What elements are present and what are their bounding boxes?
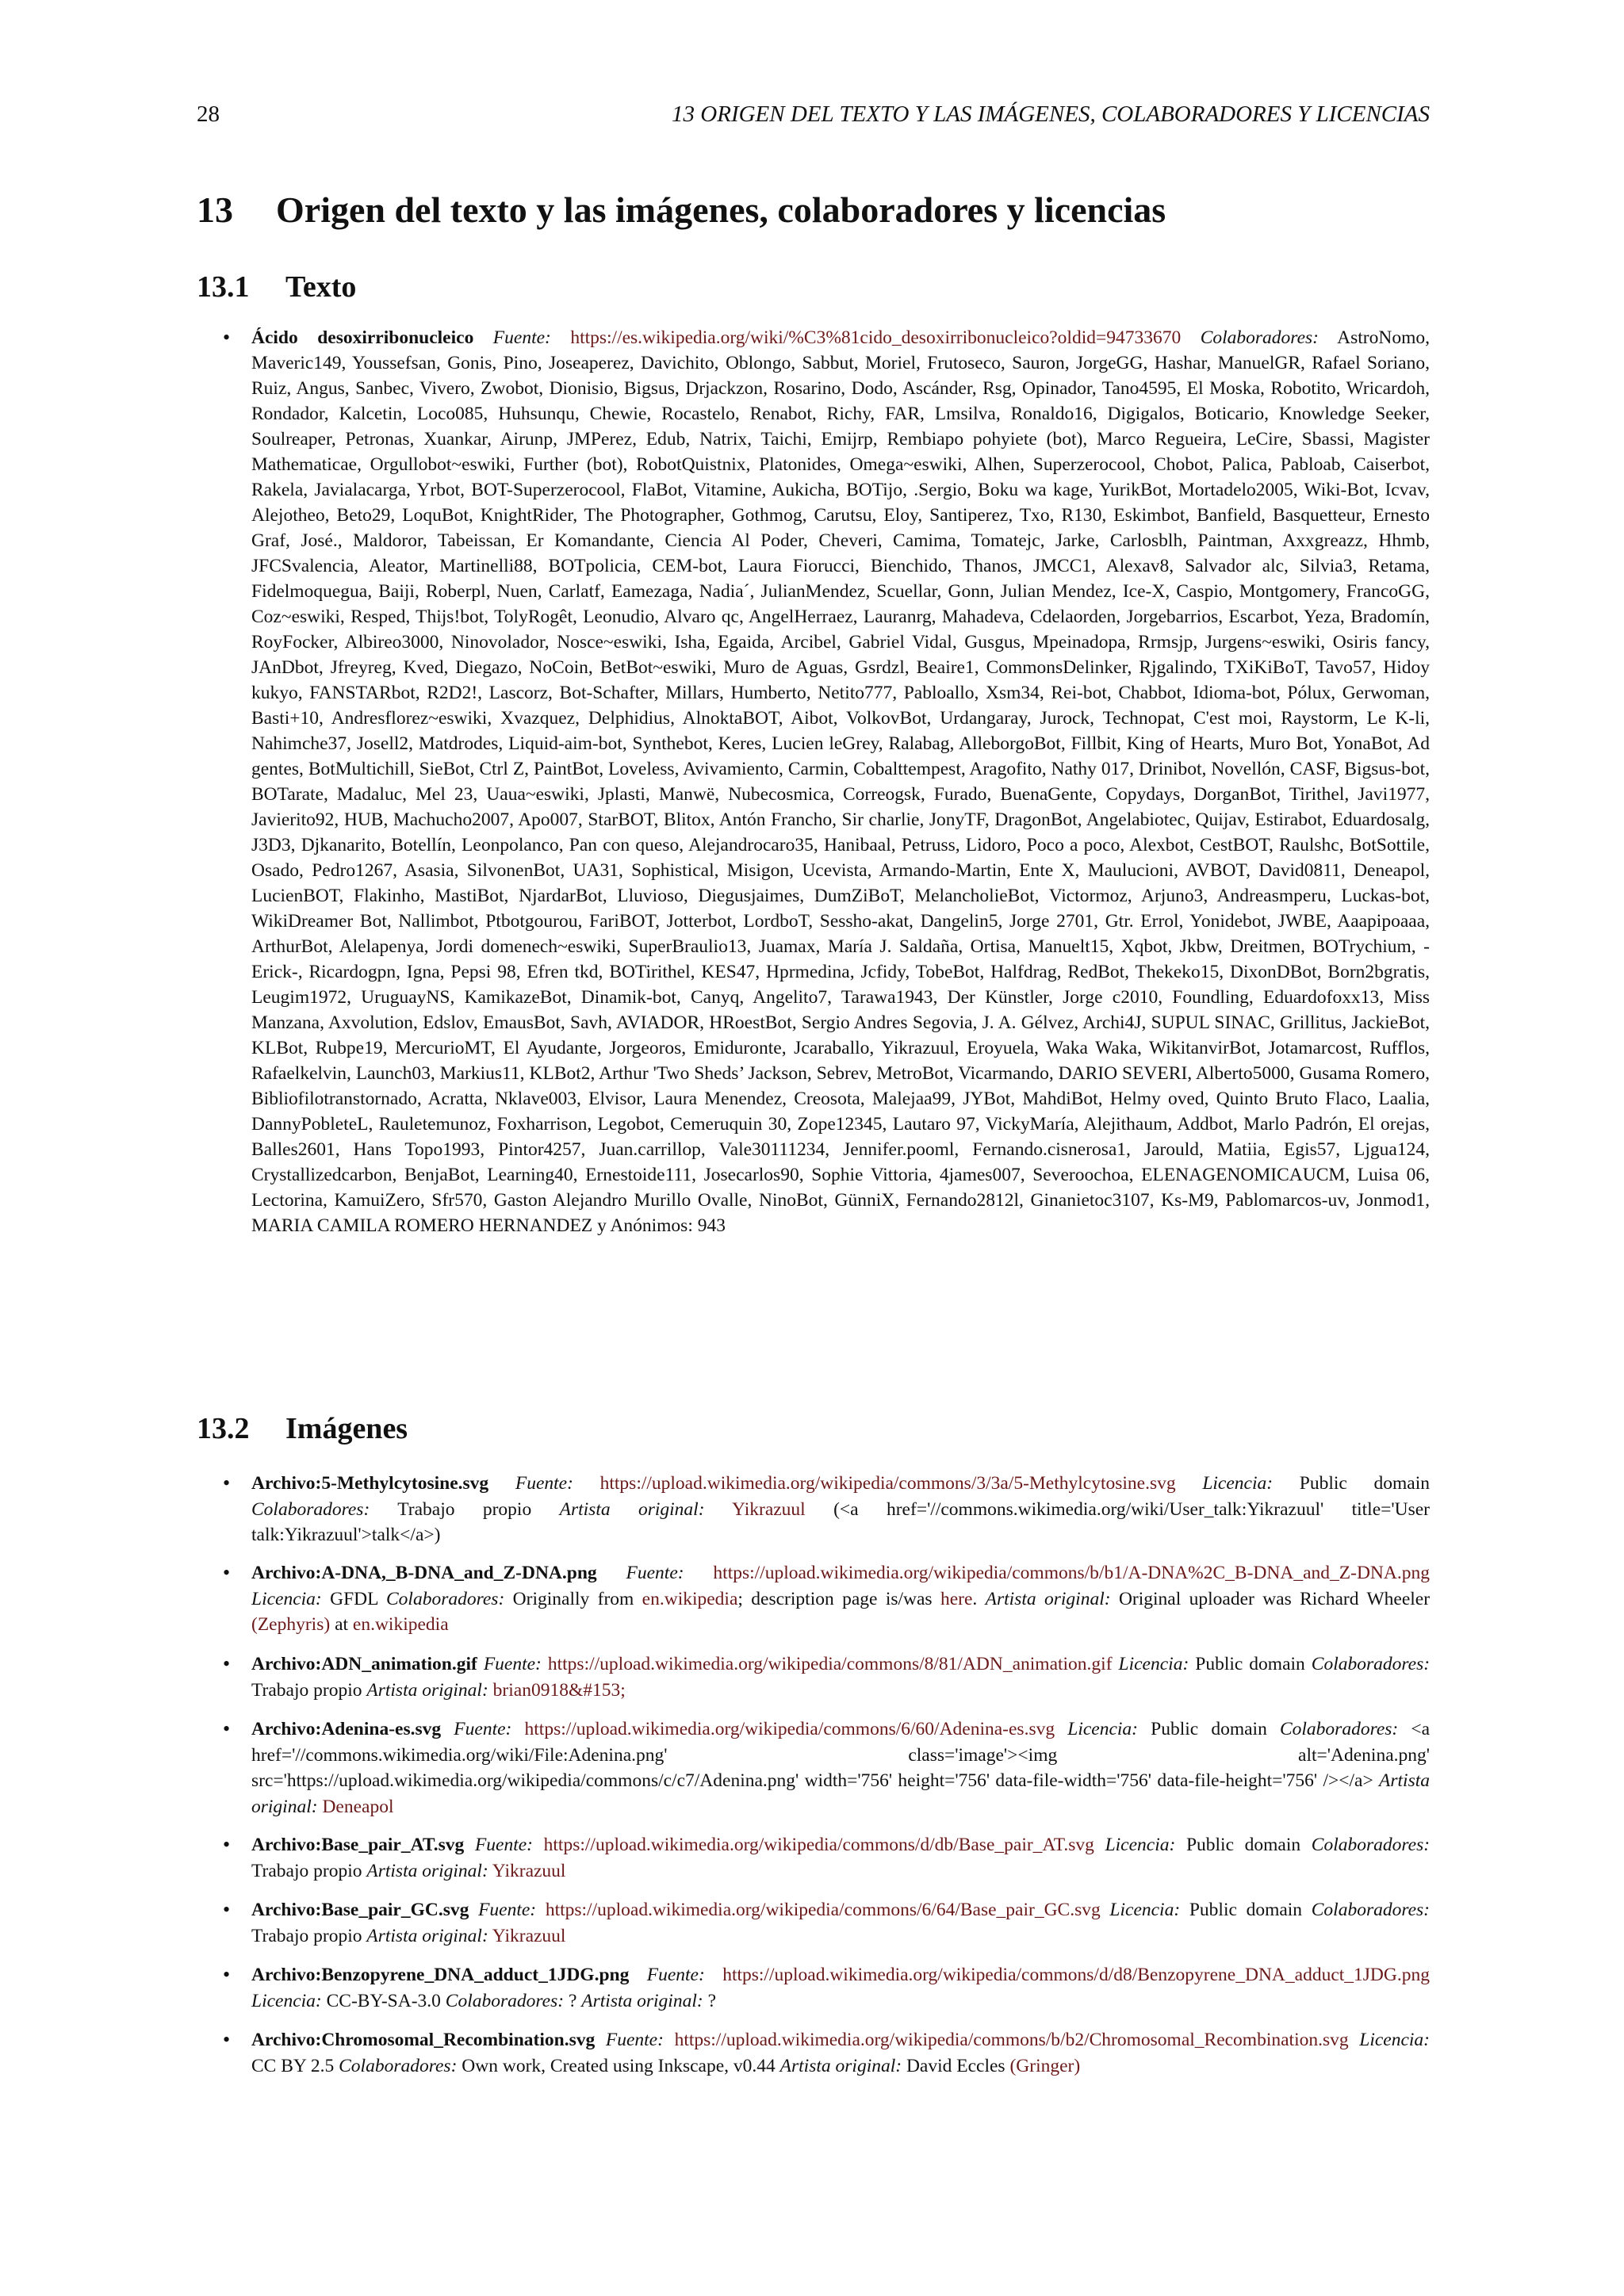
- contributors-text: Own work, Created using Inkscape, v0.44: [462, 2055, 776, 2076]
- artist-link-gringer[interactable]: (Gringer): [1009, 2055, 1081, 2076]
- contributors-mid: ; description page is/was: [737, 1588, 940, 1609]
- list-item-image: [251, 1471, 1430, 1548]
- contributors-label: Colaboradores:: [386, 1588, 505, 1609]
- subsection-number: 13.1: [197, 270, 250, 304]
- license-text: Public domain: [1195, 1654, 1305, 1674]
- file-name: Archivo:5-Methylcytosine.svg: [251, 1473, 489, 1494]
- artist-label: Artista original:: [366, 1860, 488, 1881]
- license-text: Public domain: [1185, 1835, 1301, 1855]
- contributors-text: Trabajo propio: [251, 1860, 362, 1881]
- source-label: Fuente:: [483, 1654, 542, 1674]
- contributors-text: ?: [568, 1990, 577, 2011]
- license-label: Licencia:: [1359, 2030, 1430, 2050]
- artist-label: Artista original:: [366, 1679, 488, 1701]
- artist-label: Artista original:: [366, 1925, 488, 1946]
- license-text: CC BY 2.5: [251, 2055, 335, 2076]
- source-label: Fuente:: [474, 1835, 534, 1855]
- contributors-label: Colaboradores:: [1279, 1719, 1399, 1739]
- list-item-text-source: [251, 325, 1430, 1238]
- contributors-label: Colaboradores:: [1311, 1835, 1431, 1855]
- license-label: Licencia:: [1202, 1473, 1274, 1494]
- license-label: Licencia:: [251, 1588, 322, 1609]
- artist-label: Artista original:: [779, 2055, 902, 2076]
- subsection-number: 13.2: [197, 1412, 250, 1445]
- article-name: Ácido desoxirribonucleico: [251, 327, 474, 348]
- file-name: Archivo:ADN_animation.gif: [251, 1654, 477, 1674]
- source-link[interactable]: https://upload.wikimedia.org/wikipedia/commons/6/64/Base_pair_GC.svg: [545, 1900, 1101, 1920]
- subsection-heading-texto: [197, 270, 356, 304]
- artist-label: Artista original:: [985, 1588, 1111, 1609]
- source-label: Fuente:: [646, 1965, 705, 1985]
- source-link[interactable]: https://upload.wikimedia.org/wikipedia/commons/b/b1/A-DNA%2C_B-DNA_and_Z-DNA.png: [713, 1563, 1430, 1583]
- running-title: 13 ORIGEN DEL TEXTO Y LAS IMÁGENES, COLABORADORES Y LICENCIAS: [672, 101, 1430, 127]
- source-link[interactable]: https://upload.wikimedia.org/wikipedia/commons/d/d8/Benzopyrene_DNA_adduct_1JDG.png: [722, 1965, 1430, 1985]
- license-text: Public domain: [1151, 1719, 1267, 1739]
- page-number: 28: [197, 101, 220, 127]
- artist-link-zephyris[interactable]: (Zephyris): [251, 1614, 331, 1635]
- contributors-label: Colaboradores:: [1311, 1654, 1431, 1674]
- license-label: Licencia:: [1118, 1654, 1189, 1674]
- license-label: Licencia:: [1105, 1835, 1176, 1855]
- contributors-text: AstroNomo, Maveric149, Youssefsan, Gonis, Pino, Joseaperez, Davichito, Oblongo, Sabbut, Moriel, Frutoseco, Sauron, JorgeGG, Hashar, ManuelGR, Rafael Soriano, Ruiz, Angus, Sanbec, Vivero, Zwobot, Dionisio, Bigsus, Drjackzon, Rosarino, Dodo, Ascánder, Rsg, Opinador, Tano4595, El Moska, Robotito, Wricardoh, Rondador, Kalcetin, Loco085, Huhsunqu, Chewie, Rocastelo, Renabot, Richy, FAR, Lmsilva, Ronaldo16, Digigalos, Boticario, Knowledge Seeker, Soulreaper, Petronas, Xuankar, Airunp, JMPerez, Edub, Natrix, Taichi, Emijrp, Rembiapo pohyiete (bot), Marco Regueira, LeCire, Sbassi, Magister Mathematicae, Orgullobot~eswiki, Further (bot), RobotQuistnix, Platonides, Omega~eswiki, Alhen, Superzerocool, Chobot, Palica, Pabloab, Caiserbot, Rakela, Javialacarga, Yrbot, BOT-Superzerocool, FlaBot, Vitamine, Aukicha, BOTijo, .Sergio, Boku wa kage, YurikBot, Mortadelo2005, Wiki-Bot, Icvav, Alejotheo, Beto29, LoquBot, KnightRider, The Photographer, Gothmog, Carutsu, Eloy, Santiperez, Txo, R130, Eskimbot, Banfield, Basquetteur, Ernesto Graf, José., Maldoror, Tabeissan, Er Komandante, Ciencia Al Poder, Cheveri, Camima, Tomatejc, Jarke, Carlosblh, Paintman, Axxgreazz, Hhmb, JFCSvalencia, Aleator, Martinelli88, BOTpolicia, CEM-bot, Laura Fiorucci, Bienchido, Thanos, JMCC1, Alexav8, Salvador alc, Silvia3, Retama, Fidelmoquegua, Baiji, Roberpl, Nuen, Carlatf, Eamezaga, Nadia´, JulianMendez, Scuellar, Gonn, Julian Mendez, Ice-X, Caspio, Montgomery, FrancoGG, Coz~eswiki, Resped, Thijs!bot, TolyRogêt, Leonudio, Alvaro qc, AngelHerraez, Lauranrg, Mahadeva, Cdelaorden, Jorgebarrios, Escarbot, Yeza, Bradomín, RoyFocker, Albireo3000, Ninovolador, Nosce~eswiki, Isha, Egaida, Arcibel, Gabriel Vidal, Gusgus, Mpeinadopa, Rrmsjp, Jurgens~eswiki, Osiris fancy, JAnDbot, Jfreyreg, Kved, Diegazo, NoCoin, BetBot~eswiki, Muro de Aguas, Gsrdzl, Beaire1, CommonsDelinker, Rjgalindo, TXiKiBoT, Tavo57, Hidoy kukyo, FANSTARbot, R2D2!, Lascorz, Bot-Schafter, Millars, Humberto, Netito777, Pabloallo, Xsm34, Rei-bot, Chabbot, Idioma-bot, Pólux, Gerwoman, Basti+10, Andresflorez~eswiki, Xvazquez, Delphidius, AlnoktaBOT, Aibot, VolkovBot, Urdangaray, Jurock, Technopat, C'est moi, Raystorm, Le K-li, Nahimche37, Josell2, Matdrodes, Liquid-aim-bot, Synthebot, Keres, Lucien leGrey, Ralabag, AlleborgoBot, Fillbit, King of Hearts, Muro Bot, YonaBot, Ad gentes, BotMultichill, SieBot, Ctrl Z, PaintBot, Loveless, Avivamiento, Carmin, Cobalttempest, Aragofito, Nathy 017, Drinibot, Novellón, CASF, Bigsus-bot, BOTarate, Madaluc, Mel 23, Uaua~eswiki, Jplasti, Manwë, Nubecosmica, Correogsk, Furado, BuenaGente, Copydays, DorganBot, Tirithel, Javi1977, Javierito92, HUB, Machucho2007, Apo007, StarBOT, Blitox, Antón Francho, Sir charlie, JonyTF, DragonBot, Angelabiotec, Quijav, Estirabot, Eduardosalg, J3D3, Djkanarito, Botellín, Leonpolanco, Pan con queso, Alejandrocaro35, Hanibaal, Petruss, Lidoro, Poco a poco, Alexbot, CestBOT, Raulshc, BotSottile, Osado, Pedro1267, Asasia, SilvonenBot, UA31, Sophistical, Misigon, Ucevista, Armando-Martin, Ente X, Maulucioni, AVBOT, David0811, Deneapol, LucienBOT, Flakinho, MastiBot, NjardarBot, Lluvioso, Diegusjaimes, DumZiBoT, MelancholieBot, Victormoz, Arjuno3, Andreasmperu, Luckas-bot, WikiDreamer Bot, Nallimbot, Ptbotgourou, FariBOT, Jotterbot, LordboT, Sessho-akat, Dangelin5, Jorge 2701, Gtr. Errol, Yonidebot, JWBE, Aaapipoaaa, ArthurBot, Alelapenya, Jordi domenech~eswiki, SuperBraulio13, Juamax, María J. Saldaña, Ortisa, Manuelt15, Xqbot, Jkbw, Dreitmen, BOTrychium, -Erick-, Ricardogpn, Igna, Pepsi 98, Efren tkd, BOTirithel, KES47, Hprmedina, Jcfidy, TobeBot, Halfdrag, RedBot, Thekeko15, DixonDBot, Born2bgratis, Leugim1972, UruguayNS, KamikazeBot, Dinamik-bot, Canyq, Angelito7, Tarawa1943, Der Künstler, Jorge c2010, Foundling, Eduardofoxx13, Miss Manzana, Axvolution, Edslov, EmausBot, Savh, AVIADOR, HRoestBot, Sergio Andres Segovia, J. A. Gélvez, Archi4J, SUPUL SINAC, Grillitus, JackieBot, KLBot, Rubpe19, MercurioMT, El Ayudante, Jorgeoros, Emiduronte, Jcaraballo, Yikrazuul, Eroyuela, Waka Waka, WikitanvirBot, Jotamarcost, Rufflos, Rafaelkelvin, Launch03, Markius11, KLBot2, Arthur 'Two Sheds’ Jackson, Sebrev, MetroBot, Vicarmando, DARIO SEVERI, Alberto5000, Gusama Romero, Bibliofilotranstornado, Acratta, Nklave003, Elvisor, Laura Menendez, Creosota, Malejaa99, JYBot, MahdiBot, Helmy oved, Quinto Bruto Flaco, Laalia, DannyPobleteL, Rauletemunoz, Foxharrison, Legobot, Cemeruquin 30, Zope12345, Lautaro 97, VickyMaría, Alejithaum, Addbot, Marlo Padrón, El orejas, Balles2601, Hans Topo1993, Pintor4257, Juan.carrillop, Vale30111234, Jennifer.pooml, Fernando.cisnerosa1, Jarould, Matiia, Egis57, Ljgua124, Crystallizedcarbon, BenjaBot, Learning40, Ernestoide111, Josecarlos90, Sophie Vittoria, 4james007, Severoochoa, ELENAGENOMICAUCM, Luisa 06, Lectorina, KamuiZero, Sfr570, Gaston Alejandro Murillo Ovalle, NinoBot, GünniX, Fernando2812l, Ginanietoc3107, Ks-M9, Pablomarcos-uv, Jonmod1, MARIA CAMILA ROMERO HERNANDEZ y Anónimos: 943: [251, 327, 1430, 1236]
- license-text: Public domain: [1299, 1473, 1430, 1494]
- subsection-title: Texto: [285, 270, 357, 304]
- source-label: Fuente:: [478, 1900, 537, 1920]
- list-item-image: [251, 2027, 1430, 2079]
- section-number: 13: [197, 189, 233, 230]
- license-label: Licencia:: [1067, 1719, 1138, 1739]
- artist-link[interactable]: Deneapol: [322, 1796, 394, 1817]
- source-link[interactable]: https://es.wikipedia.org/wiki/%C3%81cido_desoxirribonucleico?oldid=94733670: [570, 327, 1182, 348]
- source-label: Fuente:: [454, 1719, 512, 1739]
- list-item-image: [251, 1962, 1430, 2014]
- contributors-label: Colaboradores:: [339, 2055, 458, 2076]
- source-label: Fuente:: [515, 1473, 573, 1494]
- contributors-label: Colaboradores:: [251, 1498, 370, 1520]
- license-label: Licencia:: [1109, 1900, 1181, 1920]
- file-name: Archivo:Adenina-es.svg: [251, 1719, 442, 1739]
- file-name: Archivo:Base_pair_AT.svg: [251, 1835, 465, 1855]
- contributors-label: Colaboradores:: [445, 1990, 565, 2011]
- artist-link[interactable]: brian0918&#153;: [492, 1679, 626, 1701]
- contributors-text: Trabajo propio: [251, 1925, 362, 1946]
- license-text: CC-BY-SA-3.0: [326, 1990, 441, 2011]
- file-name: Archivo:A-DNA,_B-DNA_and_Z-DNA.png: [251, 1563, 597, 1583]
- list-item-image: [251, 1651, 1430, 1703]
- source-link[interactable]: https://upload.wikimedia.org/wikipedia/commons/3/3a/5-Methylcytosine.svg: [599, 1473, 1176, 1494]
- source-link[interactable]: https://upload.wikimedia.org/wikipedia/commons/8/81/ADN_animation.gif: [547, 1654, 1113, 1674]
- list-item-image: [251, 1716, 1430, 1820]
- section-heading: [197, 189, 1166, 231]
- source-label: Fuente:: [626, 1563, 684, 1583]
- source-link[interactable]: https://upload.wikimedia.org/wikipedia/commons/d/db/Base_pair_AT.svg: [543, 1835, 1094, 1855]
- artist-label: Artista original:: [251, 1770, 1430, 1817]
- license-label: Licencia:: [251, 1990, 322, 2011]
- subsection-title: Imágenes: [285, 1412, 408, 1445]
- list-item-image: [251, 1832, 1430, 1884]
- artist-extra: (<a href='//commons.wikimedia.org/wiki/User_talk:Yikrazuul' title='User talk:Yikrazuul'>talk</a>): [251, 1498, 1431, 1545]
- file-name: Archivo:Chromosomal_Recombination.svg: [251, 2030, 596, 2050]
- artist-text: ?: [707, 1990, 716, 2011]
- source-link[interactable]: https://upload.wikimedia.org/wikipedia/commons/b/b2/Chromosomal_Recombination.svg: [674, 2030, 1349, 2050]
- artist-label: Artista original:: [581, 1990, 703, 2011]
- subsection-heading-imagenes: [197, 1411, 408, 1446]
- contributors-text: <a href='//commons.wikimedia.org/wiki/File:Adenina.png' class='image'><img alt='Adenina.png' src='https://upload.wikimedia.org/wikipedia/commons/c/c7/Adenina.png' width='756' height='756' data-file-width='756' data-file-height='756' /></a>: [251, 1719, 1431, 1791]
- contributors-text: Trabajo propio: [397, 1498, 532, 1520]
- artist-text: David Eccles: [906, 2055, 1010, 2076]
- list-item-image: [251, 1897, 1430, 1949]
- artist-pre: Original uploader was Richard Wheeler: [1118, 1588, 1431, 1609]
- source-link[interactable]: https://upload.wikimedia.org/wikipedia/commons/6/60/Adenina-es.svg: [524, 1719, 1055, 1739]
- contributors-text: Trabajo propio: [251, 1679, 362, 1701]
- artist-link-wikipedia[interactable]: en.wikipedia: [352, 1614, 449, 1635]
- file-name: Archivo:Base_pair_GC.svg: [251, 1900, 469, 1920]
- contributors-link-wikipedia[interactable]: en.wikipedia: [642, 1588, 738, 1609]
- running-header: [197, 101, 1430, 128]
- list-item-image: [251, 1560, 1430, 1638]
- contributors-label: Colaboradores:: [1311, 1900, 1431, 1920]
- contributors-label: Colaboradores:: [1200, 327, 1319, 348]
- contributors-pre: Originally from: [512, 1588, 642, 1609]
- artist-link[interactable]: Yikrazuul: [492, 1860, 566, 1881]
- license-text: Public domain: [1189, 1900, 1303, 1920]
- section-title: Origen del texto y las imágenes, colaboradores y licencias: [276, 189, 1166, 230]
- source-label: Fuente:: [605, 2030, 664, 2050]
- artist-link[interactable]: Yikrazuul: [492, 1925, 566, 1946]
- source-label: Fuente:: [492, 327, 551, 348]
- contributors-post: .: [972, 1588, 978, 1609]
- artist-link[interactable]: Yikrazuul: [732, 1498, 806, 1520]
- artist-label: Artista original:: [559, 1498, 705, 1520]
- contributors-link-here[interactable]: here: [940, 1588, 973, 1609]
- artist-mid: at: [330, 1614, 353, 1635]
- license-text: GFDL: [330, 1588, 378, 1609]
- file-name: Archivo:Benzopyrene_DNA_adduct_1JDG.png: [251, 1965, 630, 1985]
